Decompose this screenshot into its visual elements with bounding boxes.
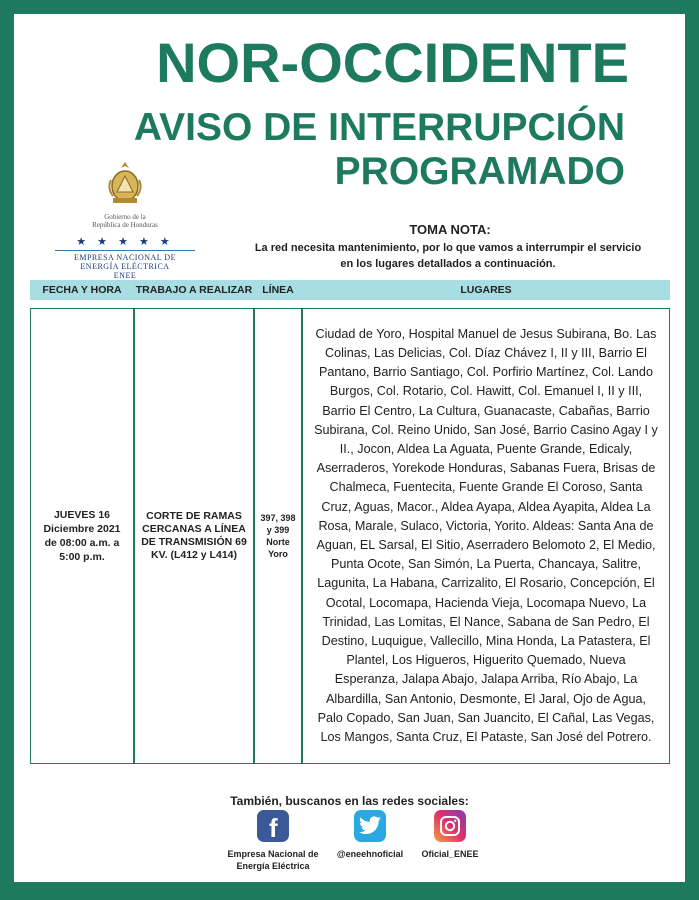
places-text: Ciudad de Yoro, Hospital Manuel de Jesus Subirana, Bo. Las Colinas, Las Delicias, Col. Díaz Chávez I, II y III, Barrio El Pantano, Barrio Santiago, Col. Porfirio Martínez, Col. Lando Burgos, Col. Rotario, Col. Hawitt, Col. Emanuel I, II y III, Barrio El Centro, La Cultura, Guanacaste, Cabañas, Barrio Subirana, Col. Reino Unido, San José, Barrio Casino Agay I y II., Jocon, Aldea La Aguata, Puente Grande, Edicaly, Aserraderos, Yorekode Honduras, Sabanas Fuera, Brisas de Chalmeca, Fuentecita, Fuente Grande El Coroso, Santa Cruz, Aguas, Macor., Aldea Ayapa, Aldea Ayapita, Aldea La Rosa, Marale, Sulaco, Victoria, Yorito. Aldeas: Santa Ana de Aguan, EL Sarsal, El Sitio, Aserradero Belomoto 2, El Medio, Punta Ocote, San Simón, La Puerta, Chancaya, Salitre, Lagunita, La Habana, Carrizalito, El Rosario, Concepción, El Ocotal, Locomapa, Hacienda Vieja, Locomapa Nuevo, La Trinidad, Las Lomitas, El Nance, Sabana de San Pedro, El Destino, Luquigue, Vallecillo, Mina Honda, La Patastera, El Plantel, Los Higueros, Higuerito Quemado, Nueva Esperanza, Jalapa Abajo, Jalapa Arriba, Río Abajo, La Albardilla, San Antonio, Desmonte, El Jaral, Ojo de Agua, Palo Copado, San Juan, San Juancito, El Cañal, Las Vegas, Los Mangos, Santa Cruz, El Pataste, San José del Potrero. xyxy=(314,326,658,745)
twitter-label: @eneehnoficial xyxy=(336,849,404,859)
instagram-label: Oficial_ENEE xyxy=(421,849,479,859)
cell-date xyxy=(30,308,134,764)
instagram-link[interactable] xyxy=(412,810,488,860)
twitter-link[interactable] xyxy=(328,810,412,860)
government-line1: Gobierno de la xyxy=(104,213,146,221)
stars-icon: ★ ★ ★ ★ ★ xyxy=(76,236,174,248)
social-title: También, buscanos en las redes sociales: xyxy=(230,794,469,808)
header-line: LÍNEA xyxy=(262,284,294,296)
table-header xyxy=(30,280,670,300)
twitter-icon[interactable] xyxy=(354,810,386,842)
cell-places xyxy=(302,308,670,764)
notice-title-line1: AVISO DE INTERRUPCIÓN xyxy=(133,106,625,149)
notice-title-line2: PROGRAMADO xyxy=(334,150,625,193)
facebook-label-line1: Empresa Nacional de xyxy=(227,849,319,859)
cell-work xyxy=(134,308,254,764)
enee-logo xyxy=(40,160,210,280)
work-text: CORTE DE RAMAS CERCANAS A LÍNEA DE TRANSMISIÓN 69 KV. (L412 y L414) xyxy=(141,510,247,561)
government-label xyxy=(40,213,210,229)
facebook-label-line2: Energía Eléctrica xyxy=(236,861,310,871)
coat-of-arms-icon xyxy=(105,160,145,206)
svg-text:f: f xyxy=(269,813,278,842)
company-line1: EMPRESA NACIONAL DE xyxy=(73,253,177,262)
facebook-link[interactable] xyxy=(218,810,328,872)
company-name xyxy=(40,253,210,280)
note-text: La red necesita mantenimiento, por lo que vamos a interrumpir el servicio en los lugares detallados a continuación. xyxy=(254,242,642,270)
company-line2: ENERGÍA ELÉCTRICA xyxy=(80,262,170,271)
note-title: TOMA NOTA: xyxy=(409,222,491,237)
government-line2: República de Honduras xyxy=(92,221,158,229)
logo-divider xyxy=(55,250,195,251)
line-text: 397, 398 y 399 Norte Yoro xyxy=(260,513,296,559)
header-work: TRABAJO A REALIZAR xyxy=(135,284,253,296)
header-places: LUGARES xyxy=(460,284,512,296)
header-date: FECHA Y HORA xyxy=(42,284,122,296)
company-abbr: ENEE xyxy=(113,271,137,280)
date-text: JUEVES 16 Diciembre 2021 de 08:00 a.m. a 5:00 p.m. xyxy=(43,509,121,563)
cell-line xyxy=(254,308,302,764)
facebook-icon[interactable] xyxy=(257,810,289,842)
region-title: NOR-OCCIDENTE xyxy=(156,31,629,94)
instagram-icon[interactable] xyxy=(434,810,466,842)
